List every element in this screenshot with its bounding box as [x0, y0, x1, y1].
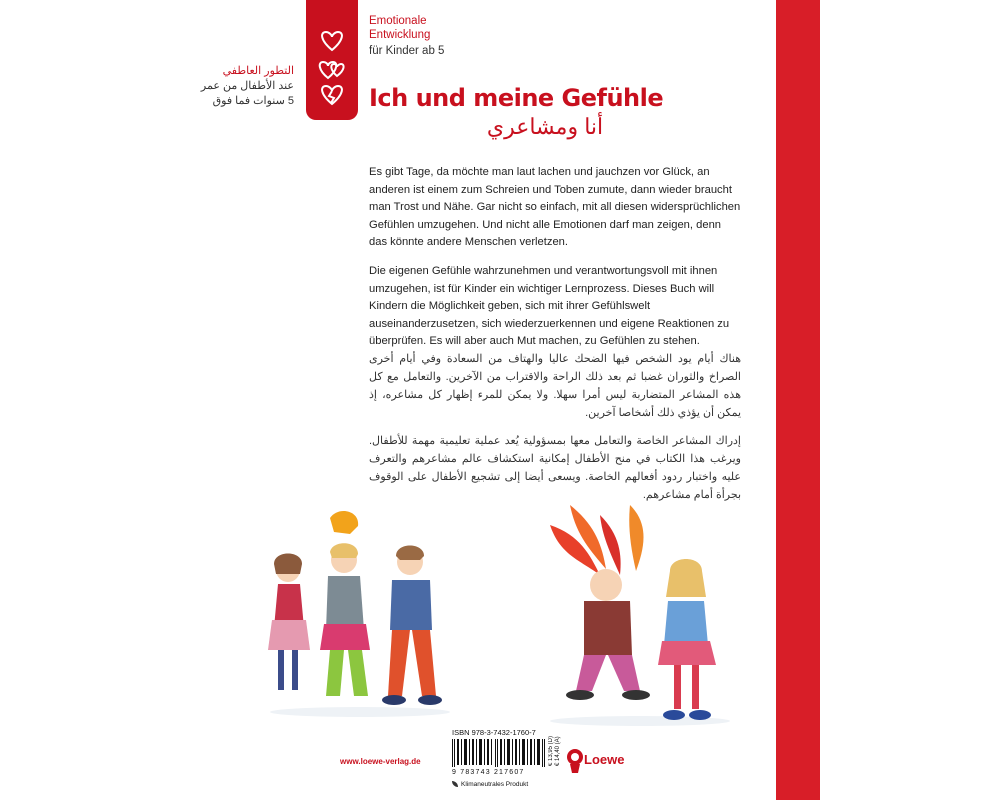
arabic-series-label — [190, 64, 294, 109]
price-label — [548, 736, 562, 766]
heart-pair-icon — [320, 62, 344, 78]
publisher-logo-text: Loewe — [584, 752, 625, 767]
price-germany: € 13,95 (D) — [548, 736, 554, 767]
climate-text: Klimaneutrales Produkt — [461, 781, 529, 788]
series-badge — [306, 0, 358, 120]
arabic-series-line1: عند الأطفال من عمر — [200, 80, 294, 92]
arabic-paragraph-1: هناك أيام يود الشخص فيها الضحك عاليا والهتاف من السعادة وفي أيام أخرى الصراخ والثوران غضبا ثم بعد ذلك الراحة والاقتراب من الآخرين. والتعامل مع كل هذه المشاعر المتضاربة ليس أمرا سهلا. ولا يمكن للمرء إظهار كل مشاعره، إذ يمكن أن يؤذي ذلك أشخاصا آخرين. — [369, 353, 741, 419]
publisher-url[interactable]: www.loewe-verlag.de — [340, 757, 421, 766]
price-austria: € 14,40 (A) — [555, 736, 561, 767]
illustration-dancing-children — [260, 500, 460, 720]
climate-label — [452, 781, 528, 788]
loewe-lion-icon — [566, 748, 584, 774]
book-spine — [776, 0, 820, 800]
leaf-icon — [452, 781, 458, 787]
barcode — [452, 739, 547, 767]
book-title-arabic: أنا ومشاعري — [486, 114, 604, 139]
series-age: für Kinder ab 5 — [369, 45, 445, 57]
german-paragraph-1: Es gibt Tage, da möchte man laut lachen und jauchzen vor Glück, an anderen ist einem zum Schreien und Toben zumute, dann wieder braucht man Trost und Nähe. Gar nicht so einfach, mit all diesen widersprüchlichen Gefühlen umzugehen. Und nicht alle Emotionen darf man zeigen, denn das könnte andere Menschen verletzen. — [369, 166, 741, 248]
series-title — [369, 14, 509, 42]
barcode-digits: 9 783743 217607 — [452, 769, 525, 776]
broken-heart-icon — [322, 86, 342, 104]
arabic-paragraph-2: إدراك المشاعر الخاصة والتعامل معها بمسؤولية يُعد عملية تعليمية مهمة للأطفال. ويرغب هذا الكتاب في منح الأطفال إمكانية استكشاف عالم مشاعرهم والتعرف عليه واختبار ردود أفعالهم الخاصة. ويسعى أيضا إلى تشجيع الأطفال على الوقوف بجرأة أمام مشاعرهم. — [369, 435, 741, 501]
series-title-line1: Emotionale — [369, 15, 427, 27]
heart-icon — [322, 32, 342, 50]
arabic-series-line2: 5 سنوات فما فوق — [212, 95, 294, 107]
arabic-series-title: التطور العاطفي — [222, 65, 294, 77]
series-title-line2: Entwicklung — [369, 29, 431, 41]
book-title-german: Ich und meine Gefühle — [369, 84, 664, 112]
illustration-angry-boy-and-girl — [540, 505, 740, 730]
isbn-label: ISBN 978-3-7432-1760-7 — [452, 728, 536, 737]
german-paragraph-2: Die eigenen Gefühle wahrzunehmen und verantwortungsvoll mit ihnen umzugehen, ist für Kinder ein wichtiger Lernprozess. Dieses Buch will Kindern die Möglichkeit geben, sich mit ihrer Gefühlswelt auseinanderzusetzen, sich wiederzuerkennen und eigene Reaktionen zu überprüfen. Es will aber auch Mut machen, zu Gefühlen zu stehen. — [369, 265, 730, 347]
